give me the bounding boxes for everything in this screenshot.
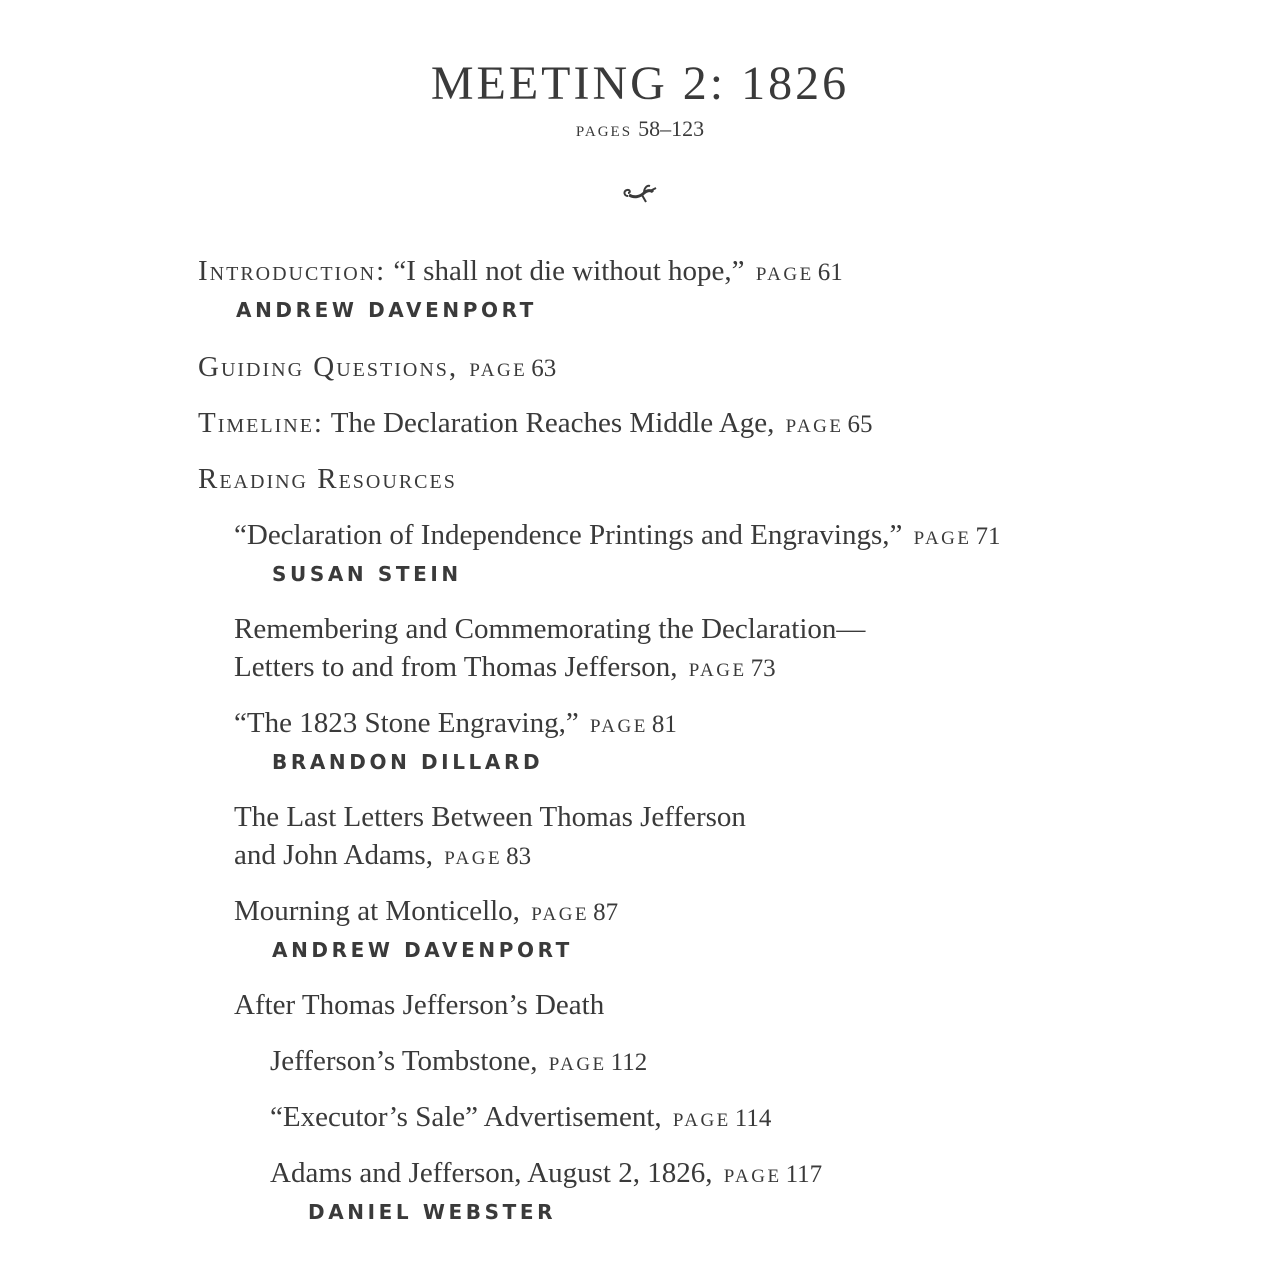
- toc-entry-last-letters[interactable]: [234, 836, 531, 878]
- page-label: PAGE: [548, 1054, 607, 1075]
- section-heading: Reading Resources: [198, 463, 457, 495]
- page-reference: [913, 523, 1001, 550]
- page-number: 83: [506, 843, 532, 870]
- page-number: 65: [847, 411, 873, 438]
- entry-text: and John Adams,: [234, 839, 433, 871]
- page-label: PAGE: [688, 660, 747, 681]
- page-number: 114: [734, 1105, 772, 1132]
- toc-entry-stone-engraving[interactable]: [234, 704, 677, 746]
- page-reference: [672, 1105, 772, 1132]
- page-number: 112: [610, 1049, 648, 1076]
- toc-entry-last-letters-line1[interactable]: The Last Letters Between Thomas Jefferson: [234, 801, 746, 833]
- page-reference: [589, 711, 677, 738]
- toc-entry-remembering-line1[interactable]: Remembering and Commemorating the Declaration—: [234, 613, 866, 645]
- entry-text: Mourning at Monticello,: [234, 895, 520, 927]
- page-reference: [531, 899, 619, 926]
- toc-entry-remembering[interactable]: [234, 648, 776, 690]
- entry-author: SUSAN STEIN: [272, 562, 462, 586]
- page-number: 81: [651, 711, 677, 738]
- entry-text: Letters to and from Thomas Jefferson,: [234, 651, 678, 683]
- page-number: 117: [785, 1161, 823, 1188]
- page-label: PAGE: [531, 904, 590, 925]
- page-label: PAGE: [589, 716, 648, 737]
- toc-entry-tombstone[interactable]: [270, 1042, 647, 1084]
- pages-label: PAGES: [575, 124, 633, 140]
- entry-text: “I shall not die without hope,”: [386, 255, 745, 287]
- entry-lead: Introduction:: [198, 255, 387, 287]
- page-title: MEETING 2: 1826: [430, 57, 850, 110]
- entry-author: ANDREW DAVENPORT: [272, 938, 573, 962]
- page-reference: [688, 655, 776, 682]
- page-number: 87: [593, 899, 619, 926]
- entry-author: BRANDON DILLARD: [272, 750, 544, 774]
- toc-section-reading-resources: [198, 460, 457, 498]
- entry-lead: Timeline:: [198, 407, 324, 439]
- page-number: 73: [750, 655, 776, 682]
- entry-text: The Declaration Reaches Middle Age,: [323, 407, 775, 439]
- toc-entry-printings-engravings[interactable]: [234, 516, 1001, 558]
- page-reference: [755, 259, 843, 286]
- page-reference: [723, 1161, 823, 1188]
- toc-entry-guiding-questions[interactable]: [198, 348, 556, 390]
- page-range: [0, 116, 1280, 142]
- toc-entry-introduction[interactable]: [198, 252, 843, 294]
- page-number: 71: [975, 523, 1001, 550]
- entry-lead: Guiding Questions,: [198, 351, 459, 383]
- entry-text: “Executor’s Sale” Advertisement,: [270, 1101, 662, 1133]
- page-reference: [785, 411, 873, 438]
- page-reference: [469, 355, 557, 382]
- page-reference: [444, 843, 532, 870]
- fleuron-ornament-icon: [0, 178, 1280, 208]
- toc-entry-adams-jefferson[interactable]: [270, 1154, 822, 1196]
- pages-range-value: 58–123: [638, 116, 705, 141]
- entry-author: ANDREW DAVENPORT: [236, 298, 537, 322]
- page-label: PAGE: [723, 1166, 782, 1187]
- entry-text: Jefferson’s Tombstone,: [270, 1045, 538, 1077]
- toc-entry-timeline[interactable]: [198, 404, 873, 446]
- page-label: PAGE: [755, 264, 814, 285]
- page-reference: [548, 1049, 648, 1076]
- page-number: 61: [817, 259, 843, 286]
- entry-text: “The 1823 Stone Engraving,”: [234, 707, 579, 739]
- page-label: PAGE: [672, 1110, 731, 1131]
- entry-text: “Declaration of Independence Printings and Engravings,”: [234, 519, 903, 551]
- page-label: PAGE: [469, 360, 528, 381]
- entry-author: DANIEL WEBSTER: [308, 1200, 557, 1224]
- page-label: PAGE: [785, 416, 844, 437]
- page-number: 63: [531, 355, 557, 382]
- toc-entry-executors-sale[interactable]: [270, 1098, 771, 1140]
- toc-entry-mourning[interactable]: [234, 892, 618, 934]
- toc-subsection-after-death: After Thomas Jefferson’s Death: [234, 989, 605, 1021]
- entry-text: Adams and Jefferson, August 2, 1826,: [270, 1157, 713, 1189]
- page-label: PAGE: [444, 848, 503, 869]
- page-label: PAGE: [913, 528, 972, 549]
